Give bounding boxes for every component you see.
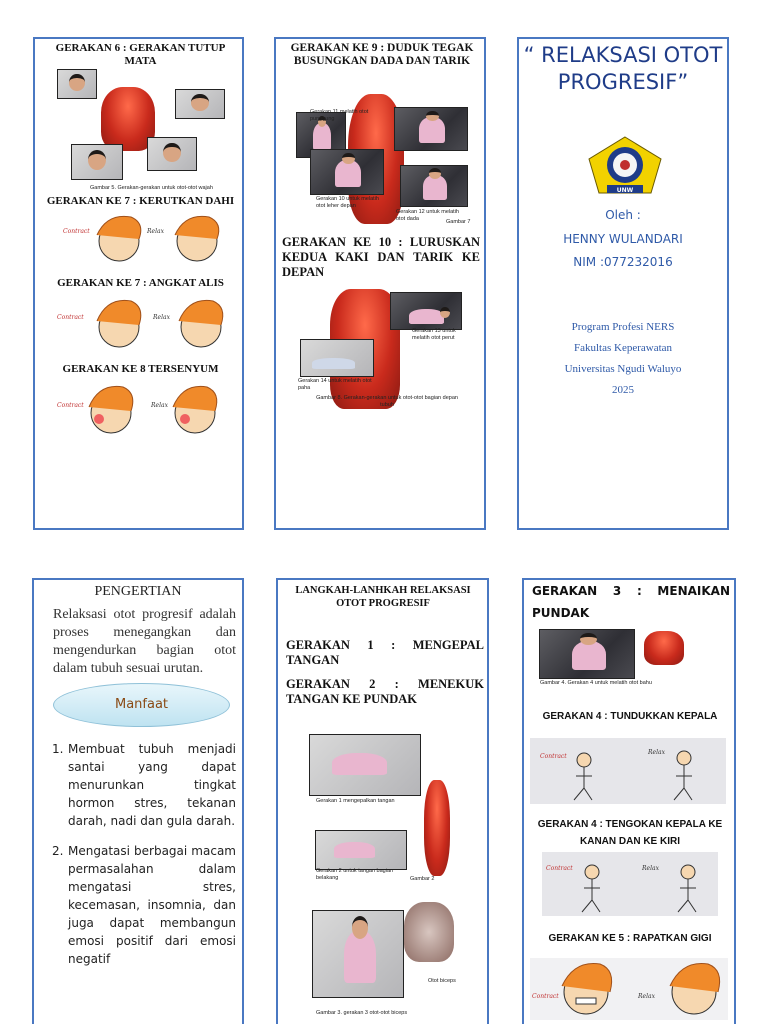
list-item: 1. Membuat tubuh menjadi santai yang dapat menurunkan tingkat hormon stres, tekanan darah, nadi dan gula darah. (52, 742, 236, 828)
ribcage-illustration (404, 902, 454, 962)
face-photo (147, 137, 197, 171)
relax-label: Relax (153, 314, 170, 321)
g1-title: GERAKAN 1 : MENGEPAL TANGAN (286, 638, 484, 667)
face-photo (57, 69, 97, 99)
panel-steps (276, 578, 489, 1024)
author-name: HENNY WULANDARI (563, 232, 683, 246)
g2-title: GERAKAN 2 : MENEKUK TANGAN KE PUNDAK (286, 677, 484, 706)
g10-caption-b: Gerakan 14 untuk melatih otot paha (298, 378, 372, 391)
g9-caption-b: Gerakan 10 untuk melatih otot leher depan (316, 196, 379, 209)
clench-teeth-cartoon (530, 958, 728, 1020)
panel-shoulder-neck (522, 578, 736, 1024)
exercise-photo (390, 292, 462, 330)
g6-title: GERAKAN 6 : GERAKAN TUTUP MATA (55, 42, 226, 67)
g2-figure-label: Gambar 2 (410, 876, 435, 882)
contract-label: Contract (57, 402, 84, 409)
smile-cartoon (55, 379, 235, 443)
g8-title: GERAKAN KE 8 TERSENYUM (62, 363, 219, 375)
g4a-title: GERAKAN 4 : TUNDUKKAN KEPALA (542, 711, 718, 722)
benefits-list (52, 740, 236, 980)
contract-label: Contract (546, 865, 573, 872)
g9-title: GERAKAN KE 9 : DUDUK TEGAK BUSUNGKAN DADA DAN TARIK (290, 42, 474, 67)
exercise-photo (315, 830, 407, 870)
g6-caption: Gambar 5. Gerakan-gerakan untuk otot-otot wajah (90, 185, 213, 191)
g4b-title: GERAKAN 4 : TENGOKAN KEPALA KE KANAN DAN KE KIRI (537, 819, 723, 847)
oleh-label: Oleh : (605, 208, 641, 222)
bow-head-cartoon (530, 738, 726, 804)
cover-title: “ RELAKSASI OTOT PROGRESIF” (523, 43, 723, 94)
contract-label: Contract (532, 993, 559, 1000)
university: Universitas Ngudi Waluyo (564, 363, 682, 375)
relax-label: Relax (151, 402, 168, 409)
g7b-title: GERAKAN KE 7 : ANGKAT ALIS (57, 277, 224, 289)
g3-caption: Gambar 3. gerakan 3 otot-otot biceps (316, 1010, 408, 1016)
face-photo (71, 144, 123, 180)
panel-cover (517, 37, 729, 530)
steps-title: LANGKAH-LANHKAH RELAKSASI OTOT PROGRESIF (295, 585, 471, 609)
exercise-photo (400, 165, 468, 207)
exercise-photo (309, 734, 421, 796)
g1-caption: Gerakan 1 mengepalkan tangan (316, 798, 395, 804)
manfaat-badge: Manfaat (53, 683, 230, 727)
g9-caption-a: Gerakan 11 melatih otot punggung (310, 109, 369, 122)
g10-caption-a: Gerakan 13 untuk melatih otot perut (412, 328, 456, 341)
exercise-photo (310, 149, 384, 195)
g7a-title: GERAKAN KE 7 : KERUTKAN DAHI (46, 195, 235, 207)
panel-face-movements (33, 37, 244, 530)
contract-label: Contract (63, 228, 90, 235)
g5-title: GERAKAN KE 5 : RAPATKAN GIGI (548, 933, 712, 944)
list-item: 2. Mengatasi berbagai macam permasalahan dalam mengatasi stres, kecemasan, insomnia, dan juga dapat membangun emosi positif dari emosi negatif (52, 844, 236, 966)
university-logo-icon (585, 135, 665, 199)
face-photo (175, 89, 225, 119)
eyebrow-cartoon (55, 293, 235, 357)
relax-label: Relax (147, 228, 164, 235)
faculty: Fakultas Keperawatan (573, 342, 673, 354)
logo-text: UNW (616, 187, 634, 194)
relax-label: Relax (642, 865, 659, 872)
relax-label: Relax (648, 749, 665, 756)
contract-label: Contract (540, 753, 567, 760)
turn-head-cartoon (542, 852, 718, 916)
exercise-photo (539, 629, 635, 679)
panel-definition (32, 578, 244, 1024)
nim: NIM :077232016 (573, 255, 673, 269)
g9-caption-d: Gambar 7 (446, 219, 471, 225)
program: Program Profesi NERS (571, 321, 675, 333)
pengertian-title: PENGERTIAN (94, 584, 182, 599)
exercise-photo (394, 107, 468, 151)
shoulder-muscle-illustration (644, 631, 684, 665)
biceps-label: Otot biceps (428, 978, 456, 984)
exercise-photo (312, 910, 404, 998)
g10-caption-c: Gambar 8. Gerakan-gerakan untuk otot-otot bagian depan tubuh (316, 395, 458, 408)
g10-title: GERAKAN KE 10 : LURUSKAN KEDUA KAKI DAN TARIK KE DEPAN (282, 235, 480, 279)
relax-label: Relax (638, 993, 655, 1000)
g3-title: GERAKAN 3 : MENAIKAN PUNDAK (532, 584, 730, 620)
g9-caption-c: Gerakan 12 untuk melatih otot dada (396, 209, 459, 222)
g2-caption: Gerakan 2 untuk tangan bagian belakang (316, 868, 394, 881)
exercise-photo (300, 339, 374, 377)
contract-label: Contract (57, 314, 84, 321)
definition-text: Relaksasi otot progresif adalah proses menegangkan dan mengendurkan bagian otot dalam tubuh sesuai urutan. (53, 607, 236, 676)
frown-cartoon (59, 209, 234, 271)
panel-body-movements (274, 37, 486, 530)
arm-muscle-illustration (424, 780, 450, 876)
g3-caption: Gambar 4. Gerakan 4 untuk melatih otot bahu (540, 680, 652, 686)
year: 2025 (612, 384, 634, 396)
